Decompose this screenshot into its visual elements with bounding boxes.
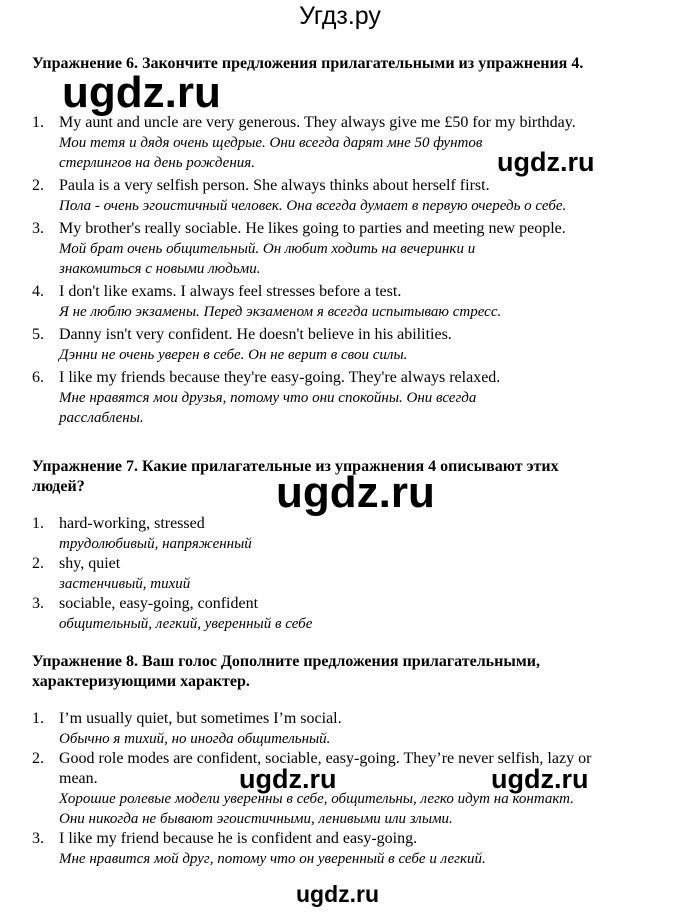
- russian-translation: Хорошие ролевые модели уверенны в себе, общительны, легко идут на контакт. Они никогда не бывают эгоистичными, ленивыми или злыми.: [59, 791, 574, 827]
- russian-translation: Мой брат очень общительный. Он любит ходить на вечеринки и знакомиться с новыми людьми.: [59, 241, 476, 277]
- list-item: [32, 368, 622, 428]
- english-sentence: Paula is a very selfish person. She always thinks about herself first.: [59, 177, 490, 194]
- english-sentence: My brother's really sociable. He likes going to parties and meeting new people.: [59, 220, 566, 237]
- watermark: ugdz.ru: [62, 68, 221, 117]
- item-number: 4.: [32, 283, 44, 300]
- list-item: [32, 514, 622, 554]
- watermark: ugdz.ru: [491, 764, 589, 794]
- item-number: 5.: [32, 326, 44, 343]
- item-number: 3.: [32, 220, 44, 237]
- item-number: 3.: [32, 830, 44, 847]
- list-item: [32, 554, 622, 594]
- item-number: 2.: [32, 555, 44, 572]
- russian-translation: Обычно я тихий, но иногда общительный.: [59, 731, 331, 747]
- watermark: ugdz.ru: [276, 468, 435, 517]
- exercise-7-list: [32, 514, 622, 634]
- watermark: ugdz.ru: [497, 147, 595, 177]
- russian-translation: Пола - очень эгоистичный человек. Она всегда думает в первую очередь о себе.: [59, 198, 567, 214]
- watermark: ugdz.ru: [296, 881, 380, 907]
- english-sentence: I like my friends because they're easy-going. They're always relaxed.: [59, 369, 501, 386]
- list-item: [32, 709, 622, 749]
- item-number: 6.: [32, 369, 44, 386]
- item-number: 1.: [32, 515, 44, 532]
- russian-translation: Мне нравятся мои друзья, потому что они спокойны. Они всегда расслаблены.: [59, 390, 477, 426]
- russian-translation: Я не люблю экзамены. Перед экзаменом я всегда испытываю стресс.: [59, 304, 502, 320]
- russian-translation: застенчивый, тихий: [59, 576, 191, 592]
- english-sentence: Danny isn't very confident. He doesn't believe in his abilities.: [59, 326, 452, 343]
- item-number: 2.: [32, 177, 44, 194]
- item-number: 1.: [32, 114, 44, 131]
- english-sentence: I don't like exams. I always feel stresses before a test.: [59, 283, 402, 300]
- english-sentence: I’m usually quiet, but sometimes I’m social.: [59, 710, 342, 727]
- english-sentence: My aunt and uncle are very generous. They always give me £50 for my birthday.: [59, 114, 576, 131]
- russian-translation: общительный, легкий, уверенный в себе: [59, 616, 313, 632]
- russian-translation: Дэнни не очень уверен в себе. Он не верит в свои силы.: [59, 347, 408, 363]
- list-item: [32, 176, 622, 216]
- list-item: [32, 282, 622, 322]
- list-item: [32, 325, 622, 365]
- english-words: sociable, easy-going, confident: [59, 595, 259, 612]
- watermark: ugdz.ru: [239, 764, 337, 794]
- item-number: 3.: [32, 595, 44, 612]
- english-sentence: I like my friend because he is confident and easy-going.: [59, 830, 418, 847]
- russian-translation: Мне нравится мой друг, потому что он уверенный в себе и легкий.: [59, 851, 486, 867]
- item-number: 1.: [32, 710, 44, 727]
- russian-translation: Мои тетя и дядя очень щедрые. Они всегда дарят мне 50 фунтов стерлингов на день рождения.: [59, 135, 483, 171]
- english-words: hard-working, stressed: [59, 515, 205, 532]
- list-item: [32, 219, 622, 279]
- list-item: [32, 594, 622, 634]
- item-number: 2.: [32, 750, 44, 767]
- site-title: Угдз.ру: [299, 2, 381, 30]
- exercise-6-heading: Упражнение 6. Закончите предложения прилагательными из упражнения 4.: [32, 55, 584, 72]
- list-item: [32, 829, 622, 869]
- russian-translation: трудолюбивый, напряженный: [59, 536, 252, 552]
- english-words: shy, quiet: [59, 555, 121, 572]
- exercise-7-heading: Упражнение 7. Какие прилагательные из упражнения 4 описывают этих людей?: [32, 458, 559, 495]
- exercise-8-heading: Упражнение 8. Ваш голос Дополните предложения прилагательными, характеризующими характер.: [32, 653, 540, 690]
- english-sentence: Good role modes are confident, sociable, easy-going. They’re never selfish, lazy or mean.: [59, 750, 592, 787]
